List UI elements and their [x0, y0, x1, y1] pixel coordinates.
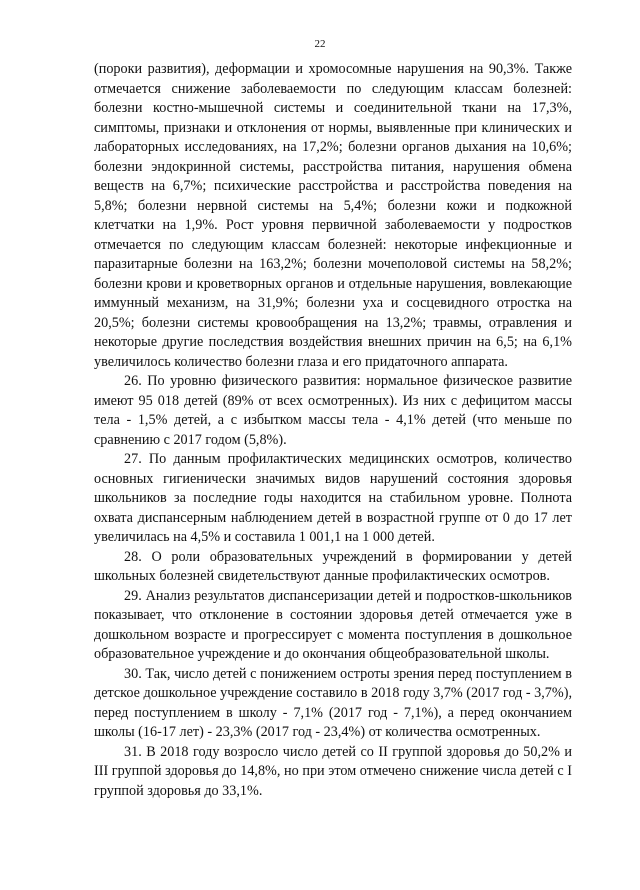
paragraph-31: 31. В 2018 году возросло число детей со II группой здоровья до 50,2% и III группой здоровья до 14,8%, но при этом отмечено снижение числа детей с I группой здоровья до 33,1%.: [94, 743, 572, 799]
document-body: [94, 60, 572, 801]
paragraph-28: 28. О роли образовательных учреждений в формировании у детей школьных болезней свидетельствуют данные профилактических осмотров.: [94, 548, 572, 584]
paragraph-27: 27. По данным профилактических медицинских осмотров, количество основных гигиенически значимых видов нарушений состояния здоровья школьников за последние годы находится на стабильном уровне. Полнота охвата диспансерным наблюдением детей в возрастной группе от 0 до 17 лет увеличилась на 4,5% и составила 1 001,1 на 1 000 детей.: [94, 451, 572, 545]
paragraph-26: 26. По уровню физического развития: нормальное физическое развитие имеют 95 018 детей (89% от всех осмотренных). Из них с дефицитом массы тела - 1,5% детей, а с избытком массы тела - 4,1% детей (что меньше по сравнению с 2017 годом (5,8%).: [94, 373, 572, 448]
paragraph-30: 30. Так, число детей с понижением остроты зрения перед поступлением в детское дошкольное учреждение составило в 2018 году 3,7% (2017 год - 3,7%), перед поступлением в школу - 7,1% (2017 год - 7,1%), а перед окончанием школы (16-17 лет) - 23,3% (2017 год - 23,4%) от количества осмотренных.: [94, 665, 572, 740]
paragraph-29: 29. Анализ результатов диспансеризации детей и подростков-школьников показывает, что отклонение в состоянии здоровья детей отмечается уже в дошкольном возрасте и прогрессирует с момента поступления в дошкольное образовательное учреждение и до окончания общеобразовательной школы.: [94, 587, 572, 662]
paragraph-continuation: (пороки развития), деформации и хромосомные нарушения на 90,3%. Также отмечается снижение заболеваемости по следующим классам болезней: болезни костно-мышечной системы и соединительной ткани на 17,3%, симптомы, признаки и отклонения от нормы, выявленные при клинических и лабораторных исследованиях, на 17,2%; болезни органов дыхания на 10,6%; болезни эндокринной системы, расстройства питания, нарушения обмена веществ на 6,7%; психические расстройства и расстройства поведения на 5,8%; болезни нервной системы на 5,4%; болезни кожи и подкожной клетчатки на 1,9%. Рост уровня первичной заболеваемости у подростков отмечается по следующим классам болезней: некоторые инфекционные и паразитарные болезни на 163,2%; болезни мочеполовой системы на 58,2%; болезни крови и кроветворных органов и отдельные нарушения, вовлекающие иммунный механизм, на 31,9%; болезни уха и сосцевидного отростка на 20,5%; болезни системы кровообращения на 13,2%; травмы, отравления и некоторые другие последствия воздействия внешних причин на 6,5; на 6,1% увеличилось количество болезни глаза и его придаточного аппарата.: [94, 61, 572, 370]
page-number: 22: [314, 38, 326, 50]
